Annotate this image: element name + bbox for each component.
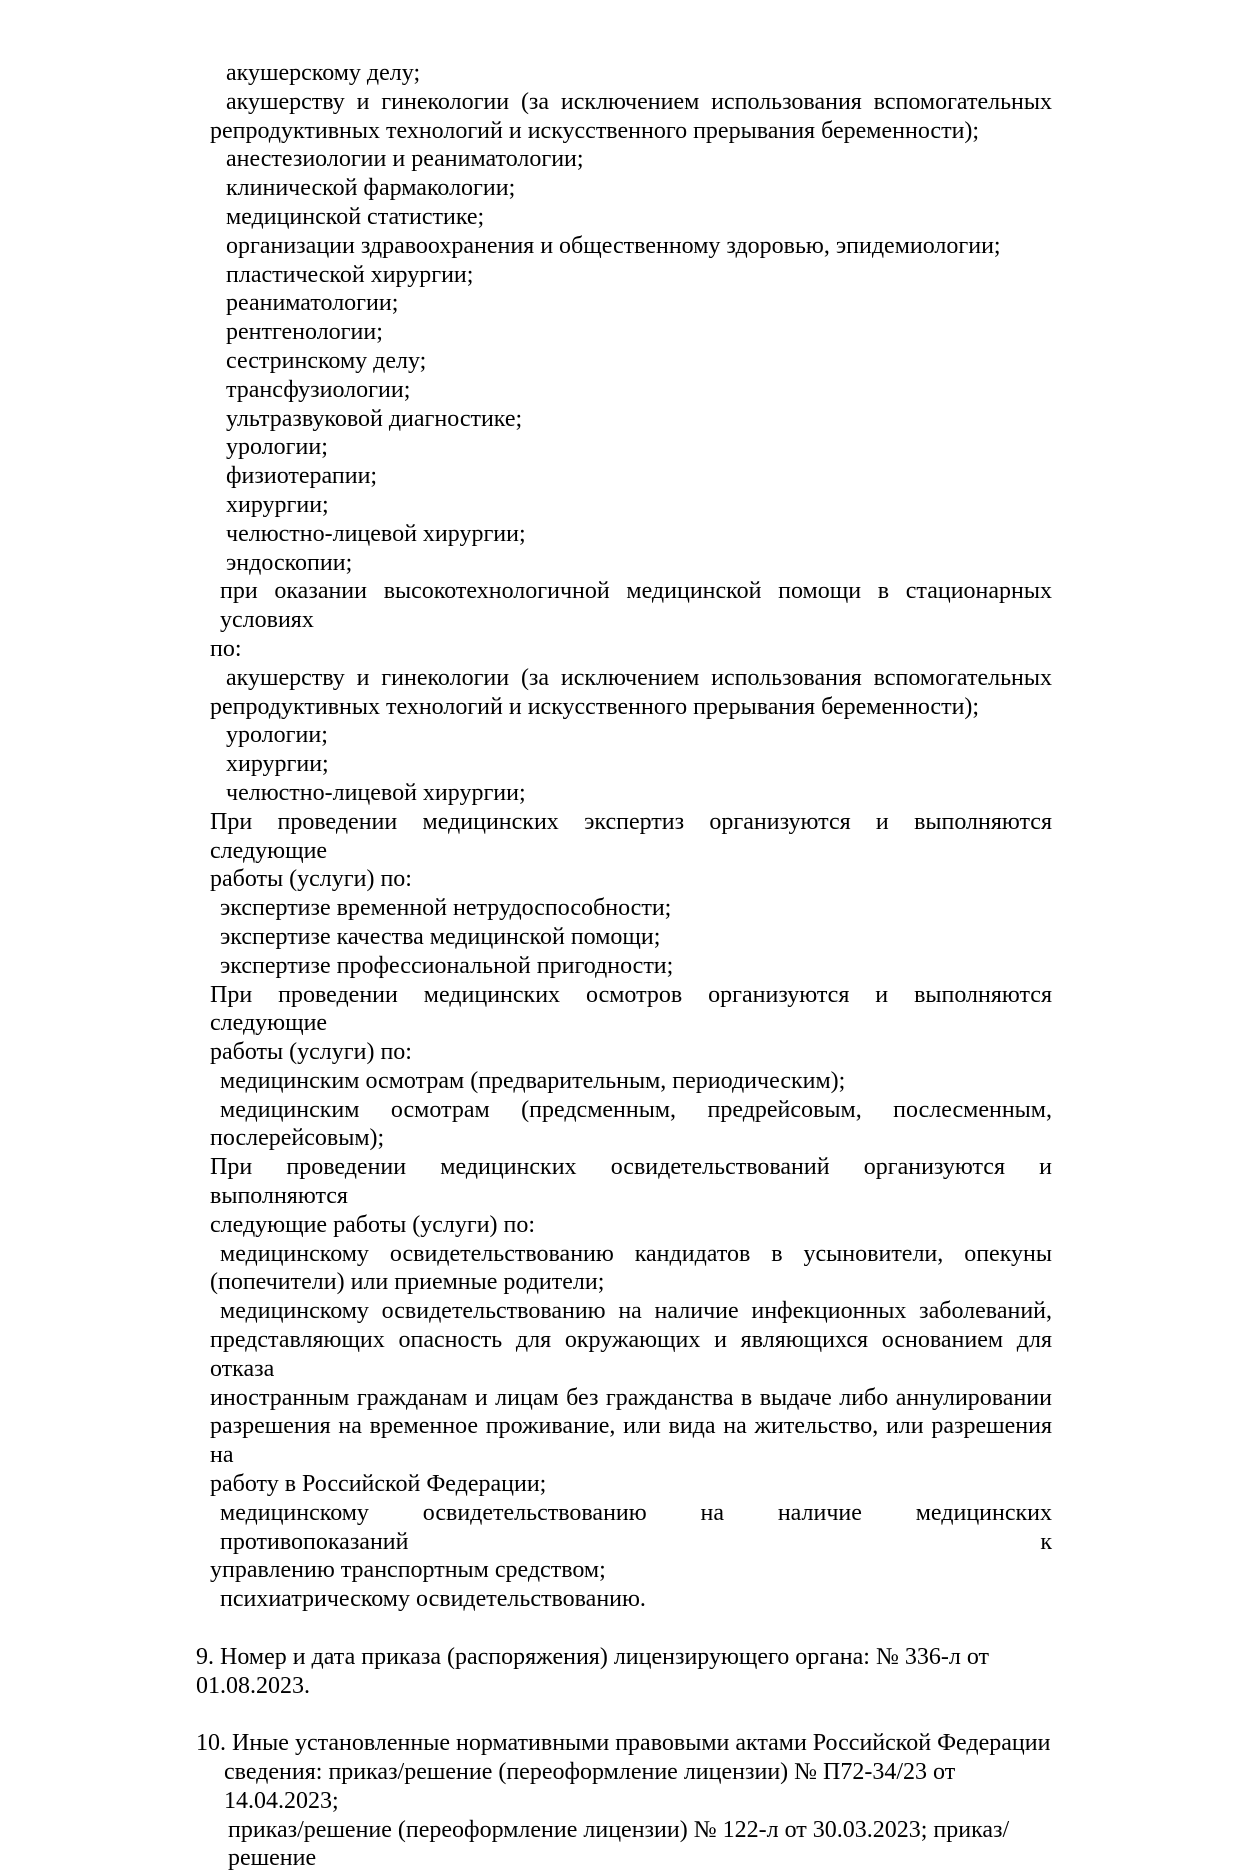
text-line: акушерскому делу;	[226, 60, 421, 86]
text-line: психиатрическому освидетельствованию.	[220, 1586, 646, 1613]
text-line: послерейсовым);	[210, 1125, 385, 1152]
text-line: медицинской статистике;	[226, 203, 485, 230]
text-line: рентгенологии;	[226, 319, 383, 346]
text-line: пластической хирургии;	[226, 261, 474, 288]
text-line: анестезиологии и реаниматологии;	[226, 146, 584, 173]
text-line: экспертизе временной нетрудоспособности;	[220, 895, 672, 922]
text-line: челюстно-лицевой хирургии;	[226, 779, 526, 806]
text-line: челюстно-лицевой хирургии;	[226, 520, 526, 547]
text-line: урологии;	[226, 434, 328, 461]
text-line: медицинскому освидетельствованию кандидатов в усыновители, опекуны	[220, 1240, 1052, 1267]
text-line: экспертизе профессиональной пригодности;	[220, 952, 674, 979]
text-line: трансфузиологии;	[226, 376, 411, 403]
text-line: клинической фармакологии;	[226, 175, 516, 202]
text-line: иностранным гражданам и лицам без гражданства в выдаче либо аннулировании	[210, 1384, 1052, 1411]
text-line: экспертизе качества медицинской помощи;	[220, 923, 661, 950]
text-line: 9. Номер и дата приказа (распоряжения) лицензирующего органа: № 336-л от 01.08.2023.	[196, 1643, 989, 1699]
document-text	[196, 0, 1052, 1873]
text-line: хирургии;	[226, 491, 329, 518]
text-line: медицинским осмотрам (предварительным, периодическим);	[220, 1067, 846, 1094]
text-line: сведения: приказ/решение (переоформление лицензии) № П72-34/23 от 14.04.2023;	[224, 1759, 956, 1814]
text-line: организации здравоохранения и общественному здоровью, эпидемиологии;	[226, 232, 1001, 259]
text-line: акушерству и гинекологии (за исключением использования вспомогательных	[226, 88, 1052, 115]
text-line: При проведении медицинских освидетельствований организуются и выполняются	[210, 1154, 1052, 1210]
text-line: репродуктивных технологий и искусственного прерывания беременности);	[210, 117, 980, 144]
text-line: 10. Иные установленные нормативными правовыми актами Российской Федерации	[196, 1730, 1051, 1757]
text-line: При проведении медицинских экспертиз организуются и выполняются следующие	[210, 808, 1052, 864]
text-line: ультразвуковой диагностике;	[226, 405, 523, 432]
text-line: медицинскому освидетельствованию на наличие инфекционных заболеваний,	[220, 1298, 1052, 1325]
text-line: репродуктивных технологий и искусственного прерывания беременности);	[210, 693, 980, 720]
text-line: приказ/решение (переоформление лицензии) № 122-л от 30.03.2023; приказ/решение	[228, 1816, 1010, 1872]
text-line: следующие работы (услуги) по:	[210, 1211, 536, 1238]
text-line: работы (услуги) по:	[210, 1039, 412, 1066]
text-line: работу в Российской Федерации;	[210, 1471, 547, 1498]
text-line: (попечители) или приемные родители;	[210, 1269, 605, 1296]
text-line: эндоскопии;	[226, 549, 353, 576]
text-line: при оказании высокотехнологичной медицинской помощи в стационарных условиях	[220, 578, 1052, 634]
text-line: акушерству и гинекологии (за исключением использования вспомогательных	[226, 664, 1052, 691]
text-line: разрешения на временное проживание, или вида на жительство, или разрешения на	[210, 1413, 1052, 1469]
text-line: физиотерапии;	[226, 463, 378, 490]
text-line: реаниматологии;	[226, 290, 399, 317]
text-line: урологии;	[226, 722, 328, 749]
text-line: работы (услуги) по:	[210, 866, 412, 893]
text-line: хирургии;	[226, 751, 329, 778]
text-line: управлению транспортным средством;	[210, 1557, 606, 1584]
text-line: по:	[210, 635, 242, 662]
text-line: представляющих опасность для окружающих и являющихся основанием для отказа	[210, 1327, 1052, 1382]
text-line: медицинским осмотрам (предсменным, предрейсовым, послесменным,	[220, 1096, 1052, 1123]
text-line: сестринскому делу;	[226, 347, 427, 374]
text-line: При проведении медицинских осмотров организуются и выполняются следующие	[210, 981, 1052, 1037]
text-line: медицинскому освидетельствованию на наличие медицинских противопоказаний к	[220, 1499, 1052, 1555]
